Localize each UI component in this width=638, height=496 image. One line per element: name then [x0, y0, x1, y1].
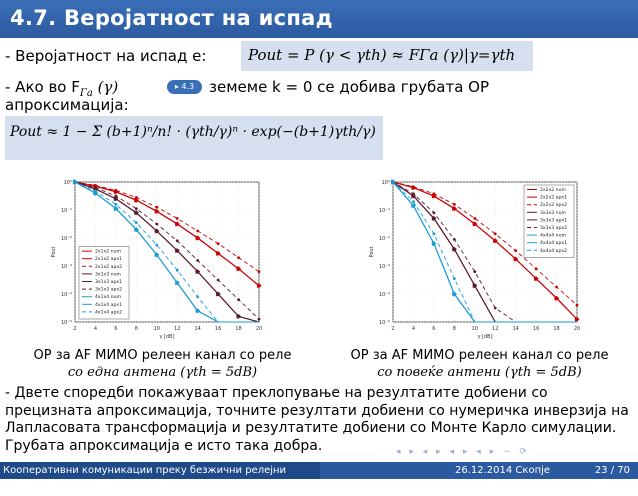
- chart-left-svg: [47, 172, 273, 344]
- footer-date: 26.12.2014 Скопје: [455, 465, 551, 476]
- y-tick-label: 10⁻³: [378, 264, 390, 270]
- data-point: [555, 286, 558, 289]
- legend-entry: 3x3x3 apx2: [540, 226, 568, 231]
- data-point: [94, 190, 97, 193]
- data-point: [453, 203, 456, 206]
- data-point: [432, 232, 435, 235]
- legend-entry: 2x1x2 apx2: [95, 264, 123, 270]
- x-tick-label: 10: [471, 326, 478, 332]
- data-point: [473, 217, 476, 220]
- data-point: [258, 318, 261, 321]
- caption-right: [332, 347, 627, 381]
- data-point: [237, 298, 240, 301]
- data-point: [135, 196, 138, 199]
- data-point: [392, 181, 395, 184]
- y-tick-label: 10⁻³: [60, 264, 72, 270]
- data-point: [135, 221, 138, 224]
- y-tick-label: 10⁰: [63, 180, 72, 186]
- x-tick-label: 6: [114, 326, 118, 332]
- data-point: [217, 242, 220, 245]
- data-point: [412, 192, 415, 195]
- x-tick-label: 8: [134, 326, 138, 332]
- footer-page-number: 23 / 70: [594, 465, 630, 476]
- data-point: [196, 295, 199, 298]
- y-tick-label: 10⁻⁴: [60, 292, 72, 298]
- bullet-approximation-pre: - Ако во F: [5, 78, 80, 96]
- data-point: [412, 200, 415, 203]
- caption-right-line1: ОР за AF МИМО релеен канал со реле: [350, 348, 609, 363]
- data-point: [196, 259, 199, 262]
- data-point: [258, 270, 261, 273]
- legend-entry: 2x2x2 num: [540, 188, 566, 193]
- data-point: [176, 269, 179, 272]
- y-tick-label: 10⁻¹: [60, 208, 72, 214]
- footer-title: Кооперативни комуникации преку безжични релејни канали: [0, 462, 320, 479]
- bullet-approximation-line2: апроксимација:: [5, 96, 129, 114]
- bullet-approximation-post: земеме k = 0 се добива грубата ОР: [209, 78, 490, 96]
- legend-entry: 2x1x2 num: [95, 249, 121, 255]
- legend-entry: 4x1x4 apx1: [95, 302, 123, 308]
- legend-entry: 3x1x3 num: [95, 272, 121, 278]
- legend-entry: 2x2x2 apx1: [540, 195, 568, 201]
- x-tick-label: 14: [512, 326, 519, 332]
- data-point: [535, 267, 538, 270]
- equation-reference-label: 4.3: [181, 82, 195, 91]
- data-point: [453, 238, 456, 241]
- x-tick-label: 2: [73, 326, 77, 332]
- data-point: [432, 192, 435, 195]
- legend-entry: 2x2x2 apx2: [540, 203, 568, 209]
- x-axis-label: γ [dB]: [159, 334, 175, 340]
- y-tick-label: 10⁻⁵: [378, 320, 390, 326]
- pout-formula: Pout = P (γ < γth) ≈ FΓa (γ)|γ=γth: [248, 46, 516, 64]
- legend-entry: 3x3x3 num: [540, 210, 566, 216]
- data-point: [155, 223, 158, 226]
- data-point: [453, 277, 456, 280]
- x-tick-label: 6: [432, 326, 436, 332]
- y-axis-label: Pout: [369, 246, 375, 258]
- data-point: [196, 230, 199, 233]
- bullet-outage-probability: - Веројатност на испад е:: [5, 47, 207, 65]
- legend-entry: 3x1x3 apx1: [95, 280, 123, 285]
- legend-entry: 2x1x2 apx1: [95, 257, 123, 263]
- data-point: [217, 279, 220, 282]
- data-point: [514, 249, 517, 252]
- approx-formula: Pout ≈ 1 − Σ (b+1)ⁿ/n! · (γth/γ)ⁿ · exp(−(b+1)γth/γ): [10, 124, 376, 140]
- y-tick-label: 10⁻¹: [378, 208, 390, 214]
- legend-entry: 3x1x3 apx2: [95, 287, 123, 293]
- data-point: [432, 211, 435, 214]
- chart-right: [365, 172, 591, 344]
- y-axis-label: Pout: [51, 246, 57, 258]
- x-tick-label: 4: [93, 326, 98, 332]
- data-point: [114, 195, 117, 198]
- chart-right-svg: [365, 172, 591, 344]
- data-point: [237, 256, 240, 259]
- x-tick-label: 12: [492, 326, 499, 332]
- data-point: [176, 239, 179, 242]
- bullet-approximation-arg: (γ): [97, 78, 119, 96]
- legend-entry: 4x1x4 apx2: [95, 310, 123, 316]
- equation-reference-link[interactable]: ▸ 4.3: [167, 80, 202, 94]
- x-tick-label: 18: [235, 326, 242, 332]
- data-point: [412, 185, 415, 188]
- slide-title-bar: [0, 0, 638, 38]
- x-tick-label: 20: [255, 326, 263, 332]
- data-point: [114, 189, 117, 192]
- data-point: [176, 217, 179, 220]
- data-point: [74, 181, 77, 184]
- legend-entry: 3x3x3 apx1: [540, 218, 568, 224]
- data-point: [494, 307, 497, 310]
- y-tick-label: 10⁻⁵: [60, 320, 72, 326]
- caption-right-line2: со повеќе антени (γth = 5dB): [377, 365, 582, 380]
- x-tick-label: 18: [553, 326, 560, 332]
- beamer-navigation-icons[interactable]: ◂ ▸ ◂ ▸ ◂ ▸ ◂ ▸ ∽ ⟳: [396, 447, 530, 457]
- x-axis-label: γ [dB]: [477, 334, 493, 340]
- x-tick-label: 8: [452, 326, 456, 332]
- data-point: [576, 304, 579, 307]
- slide-title: 4.7. Веројатност на испад: [10, 6, 333, 30]
- legend-entry: 4x4x4 apx1: [540, 241, 568, 247]
- body-paragraph: - Двете споредби покажуваат преклопување на резултатите добиени со прецизната апроксимација, точните резултати добиени со нумеричка инверзија на Лапласовата трансформација и резултатите добиени со Монте Карло симулации. Грубата апроксимација е исто така добра.: [5, 385, 629, 454]
- data-point: [114, 203, 117, 206]
- chart-left: [47, 172, 273, 344]
- x-tick-label: 2: [391, 326, 395, 332]
- x-tick-label: 4: [411, 326, 416, 332]
- x-tick-label: 14: [194, 326, 201, 332]
- data-point: [155, 206, 158, 209]
- x-tick-label: 16: [532, 326, 540, 332]
- x-tick-label: 16: [214, 326, 222, 332]
- data-point: [135, 207, 138, 210]
- y-tick-label: 10⁻⁴: [378, 292, 390, 298]
- y-tick-label: 10⁰: [381, 180, 390, 186]
- y-tick-label: 10⁻²: [378, 236, 390, 242]
- x-tick-label: 20: [573, 326, 581, 332]
- data-point: [494, 232, 497, 235]
- caption-left-line1: ОР за AF МИМО релеен канал со реле: [33, 348, 292, 363]
- legend-entry: 4x1x4 num: [95, 295, 121, 301]
- data-point: [94, 186, 97, 189]
- caption-left: [15, 347, 310, 381]
- bullet-approximation-sub: Γa: [79, 88, 93, 99]
- data-point: [473, 270, 476, 273]
- legend-entry: 4x4x4 num: [540, 233, 566, 239]
- caption-left-line2: со една антена (γth = 5dB): [67, 365, 258, 380]
- legend-entry: 4x4x4 apx2: [540, 248, 568, 254]
- data-point: [155, 244, 158, 247]
- x-tick-label: 12: [174, 326, 181, 332]
- y-tick-label: 10⁻²: [60, 236, 72, 242]
- footer: [0, 462, 638, 493]
- x-tick-label: 10: [153, 326, 160, 332]
